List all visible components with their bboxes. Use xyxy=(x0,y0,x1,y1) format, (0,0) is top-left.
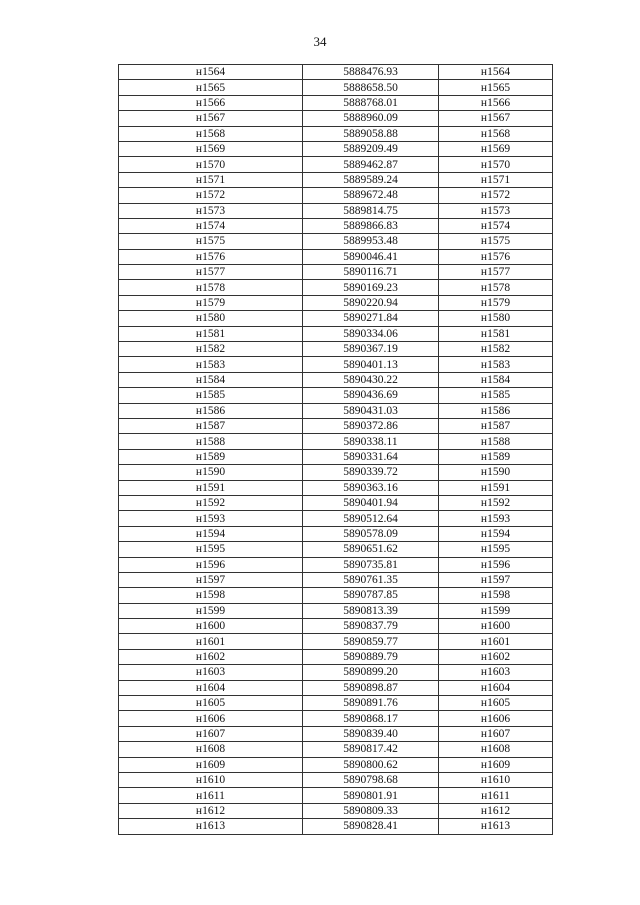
coordinate-cell: 5890809.33 xyxy=(303,803,439,818)
coordinate-cell: 5890898.87 xyxy=(303,680,439,695)
table-row xyxy=(119,480,553,495)
table-row xyxy=(119,388,553,403)
table-row xyxy=(119,542,553,557)
coordinate-cell: 5890401.13 xyxy=(303,357,439,372)
point-id-cell: н1584 xyxy=(119,372,303,387)
point-id-cell: н1570 xyxy=(119,157,303,172)
table-row xyxy=(119,326,553,341)
coordinate-cell: 5888960.09 xyxy=(303,111,439,126)
table-row xyxy=(119,65,553,80)
coordinate-cell: 5890800.62 xyxy=(303,757,439,772)
point-id-cell: н1599 xyxy=(119,603,303,618)
coordinate-cell: 5890338.11 xyxy=(303,434,439,449)
coordinates-table xyxy=(118,64,553,835)
point-id-cell: н1613 xyxy=(119,819,303,834)
point-id-repeat-cell: н1610 xyxy=(439,772,553,787)
point-id-repeat-cell: н1607 xyxy=(439,726,553,741)
point-id-repeat-cell: н1571 xyxy=(439,172,553,187)
point-id-cell: н1596 xyxy=(119,557,303,572)
table-row xyxy=(119,772,553,787)
point-id-repeat-cell: н1603 xyxy=(439,665,553,680)
coordinate-cell: 5888476.93 xyxy=(303,65,439,80)
coordinate-cell: 5890837.79 xyxy=(303,619,439,634)
point-id-repeat-cell: н1585 xyxy=(439,388,553,403)
point-id-cell: н1588 xyxy=(119,434,303,449)
point-id-cell: н1583 xyxy=(119,357,303,372)
point-id-repeat-cell: н1604 xyxy=(439,680,553,695)
point-id-repeat-cell: н1613 xyxy=(439,819,553,834)
coordinate-cell: 5889672.48 xyxy=(303,188,439,203)
coordinate-cell: 5889209.49 xyxy=(303,141,439,156)
table-row xyxy=(119,819,553,834)
point-id-cell: н1576 xyxy=(119,249,303,264)
coordinate-cell: 5890169.23 xyxy=(303,280,439,295)
coordinate-cell: 5890046.41 xyxy=(303,249,439,264)
point-id-cell: н1573 xyxy=(119,203,303,218)
point-id-repeat-cell: н1592 xyxy=(439,495,553,510)
point-id-cell: н1589 xyxy=(119,449,303,464)
coordinate-cell: 5890331.64 xyxy=(303,449,439,464)
table-row xyxy=(119,588,553,603)
table-row xyxy=(119,311,553,326)
point-id-cell: н1567 xyxy=(119,111,303,126)
coordinate-cell: 5890651.62 xyxy=(303,542,439,557)
point-id-cell: н1604 xyxy=(119,680,303,695)
point-id-repeat-cell: н1608 xyxy=(439,742,553,757)
point-id-repeat-cell: н1570 xyxy=(439,157,553,172)
point-id-cell: н1577 xyxy=(119,265,303,280)
point-id-cell: н1574 xyxy=(119,218,303,233)
point-id-repeat-cell: н1593 xyxy=(439,511,553,526)
point-id-repeat-cell: н1587 xyxy=(439,418,553,433)
point-id-cell: н1603 xyxy=(119,665,303,680)
table-row xyxy=(119,295,553,310)
coordinate-cell: 5890116.71 xyxy=(303,265,439,280)
coordinate-cell: 5890334.06 xyxy=(303,326,439,341)
table-row xyxy=(119,680,553,695)
point-id-cell: н1609 xyxy=(119,757,303,772)
table-row xyxy=(119,249,553,264)
coordinate-cell: 5889589.24 xyxy=(303,172,439,187)
table-row xyxy=(119,172,553,187)
point-id-cell: н1591 xyxy=(119,480,303,495)
point-id-cell: н1597 xyxy=(119,572,303,587)
point-id-cell: н1592 xyxy=(119,495,303,510)
coordinate-cell: 5890339.72 xyxy=(303,465,439,480)
point-id-cell: н1607 xyxy=(119,726,303,741)
point-id-cell: н1595 xyxy=(119,542,303,557)
point-id-repeat-cell: н1611 xyxy=(439,788,553,803)
table-row xyxy=(119,157,553,172)
table-row xyxy=(119,234,553,249)
point-id-cell: н1594 xyxy=(119,526,303,541)
table-row xyxy=(119,111,553,126)
coordinate-cell: 5890431.03 xyxy=(303,403,439,418)
point-id-repeat-cell: н1574 xyxy=(439,218,553,233)
point-id-repeat-cell: н1589 xyxy=(439,449,553,464)
table-row xyxy=(119,80,553,95)
coordinate-cell: 5890899.20 xyxy=(303,665,439,680)
table-row xyxy=(119,403,553,418)
coordinate-cell: 5889814.75 xyxy=(303,203,439,218)
point-id-repeat-cell: н1566 xyxy=(439,95,553,110)
table-row xyxy=(119,649,553,664)
point-id-repeat-cell: н1586 xyxy=(439,403,553,418)
point-id-cell: н1585 xyxy=(119,388,303,403)
coordinate-cell: 5890891.76 xyxy=(303,696,439,711)
table-row xyxy=(119,557,553,572)
point-id-cell: н1601 xyxy=(119,634,303,649)
point-id-cell: н1611 xyxy=(119,788,303,803)
table-row xyxy=(119,465,553,480)
point-id-cell: н1600 xyxy=(119,619,303,634)
coordinate-cell: 5890859.77 xyxy=(303,634,439,649)
coordinate-cell: 5890372.86 xyxy=(303,418,439,433)
point-id-repeat-cell: н1595 xyxy=(439,542,553,557)
coordinate-cell: 5890889.79 xyxy=(303,649,439,664)
point-id-repeat-cell: н1602 xyxy=(439,649,553,664)
point-id-repeat-cell: н1596 xyxy=(439,557,553,572)
coordinate-cell: 5890813.39 xyxy=(303,603,439,618)
table-row xyxy=(119,572,553,587)
table-row xyxy=(119,726,553,741)
table-row xyxy=(119,757,553,772)
point-id-cell: н1565 xyxy=(119,80,303,95)
coordinate-cell: 5890271.84 xyxy=(303,311,439,326)
table-row xyxy=(119,803,553,818)
point-id-repeat-cell: н1565 xyxy=(439,80,553,95)
point-id-cell: н1566 xyxy=(119,95,303,110)
point-id-cell: н1612 xyxy=(119,803,303,818)
coordinate-cell: 5890801.91 xyxy=(303,788,439,803)
point-id-repeat-cell: н1598 xyxy=(439,588,553,603)
coordinate-cell: 5890436.69 xyxy=(303,388,439,403)
coordinate-cell: 5890363.16 xyxy=(303,480,439,495)
table-row xyxy=(119,141,553,156)
table-row xyxy=(119,495,553,510)
point-id-cell: н1587 xyxy=(119,418,303,433)
point-id-repeat-cell: н1600 xyxy=(439,619,553,634)
point-id-repeat-cell: н1581 xyxy=(439,326,553,341)
point-id-cell: н1569 xyxy=(119,141,303,156)
point-id-repeat-cell: н1612 xyxy=(439,803,553,818)
table-row xyxy=(119,511,553,526)
point-id-repeat-cell: н1583 xyxy=(439,357,553,372)
table-row xyxy=(119,203,553,218)
coordinate-cell: 5890578.09 xyxy=(303,526,439,541)
coordinate-cell: 5888658.50 xyxy=(303,80,439,95)
point-id-cell: н1575 xyxy=(119,234,303,249)
point-id-repeat-cell: н1597 xyxy=(439,572,553,587)
point-id-cell: н1602 xyxy=(119,649,303,664)
table-row xyxy=(119,788,553,803)
point-id-repeat-cell: н1584 xyxy=(439,372,553,387)
point-id-cell: н1568 xyxy=(119,126,303,141)
point-id-repeat-cell: н1605 xyxy=(439,696,553,711)
point-id-cell: н1581 xyxy=(119,326,303,341)
point-id-cell: н1590 xyxy=(119,465,303,480)
table-row xyxy=(119,711,553,726)
point-id-repeat-cell: н1572 xyxy=(439,188,553,203)
coordinate-cell: 5890828.41 xyxy=(303,819,439,834)
page-number: 34 xyxy=(313,34,327,49)
point-id-cell: н1571 xyxy=(119,172,303,187)
point-id-cell: н1578 xyxy=(119,280,303,295)
coordinates-table-body xyxy=(119,65,553,835)
point-id-cell: н1593 xyxy=(119,511,303,526)
point-id-repeat-cell: н1577 xyxy=(439,265,553,280)
point-id-cell: н1579 xyxy=(119,295,303,310)
point-id-repeat-cell: н1578 xyxy=(439,280,553,295)
coordinate-cell: 5890839.40 xyxy=(303,726,439,741)
point-id-repeat-cell: н1606 xyxy=(439,711,553,726)
table-row xyxy=(119,696,553,711)
coordinate-cell: 5890761.35 xyxy=(303,572,439,587)
table-row xyxy=(119,372,553,387)
point-id-repeat-cell: н1567 xyxy=(439,111,553,126)
point-id-repeat-cell: н1568 xyxy=(439,126,553,141)
table-row xyxy=(119,526,553,541)
coordinate-cell: 5889953.48 xyxy=(303,234,439,249)
coordinate-cell: 5888768.01 xyxy=(303,95,439,110)
point-id-repeat-cell: н1594 xyxy=(439,526,553,541)
point-id-cell: н1606 xyxy=(119,711,303,726)
table-row xyxy=(119,218,553,233)
table-row xyxy=(119,449,553,464)
point-id-cell: н1605 xyxy=(119,696,303,711)
table-row xyxy=(119,265,553,280)
point-id-repeat-cell: н1573 xyxy=(439,203,553,218)
table-row xyxy=(119,126,553,141)
table-row xyxy=(119,418,553,433)
point-id-cell: н1608 xyxy=(119,742,303,757)
point-id-repeat-cell: н1579 xyxy=(439,295,553,310)
point-id-cell: н1572 xyxy=(119,188,303,203)
table-row xyxy=(119,619,553,634)
point-id-repeat-cell: н1590 xyxy=(439,465,553,480)
coordinate-cell: 5890430.22 xyxy=(303,372,439,387)
coordinate-cell: 5890817.42 xyxy=(303,742,439,757)
table-row xyxy=(119,665,553,680)
point-id-repeat-cell: н1591 xyxy=(439,480,553,495)
point-id-repeat-cell: н1569 xyxy=(439,141,553,156)
coordinate-cell: 5890401.94 xyxy=(303,495,439,510)
table-row xyxy=(119,742,553,757)
table-row xyxy=(119,280,553,295)
point-id-repeat-cell: н1582 xyxy=(439,342,553,357)
point-id-repeat-cell: н1601 xyxy=(439,634,553,649)
point-id-repeat-cell: н1580 xyxy=(439,311,553,326)
point-id-repeat-cell: н1609 xyxy=(439,757,553,772)
coordinate-cell: 5890868.17 xyxy=(303,711,439,726)
table-row xyxy=(119,188,553,203)
coordinate-cell: 5890787.85 xyxy=(303,588,439,603)
table-row xyxy=(119,634,553,649)
coordinate-cell: 5890798.68 xyxy=(303,772,439,787)
point-id-repeat-cell: н1599 xyxy=(439,603,553,618)
point-id-cell: н1610 xyxy=(119,772,303,787)
table-row xyxy=(119,357,553,372)
point-id-repeat-cell: н1576 xyxy=(439,249,553,264)
coordinate-cell: 5889866.83 xyxy=(303,218,439,233)
point-id-cell: н1564 xyxy=(119,65,303,80)
point-id-repeat-cell: н1575 xyxy=(439,234,553,249)
coordinate-cell: 5890220.94 xyxy=(303,295,439,310)
coordinate-cell: 5890512.64 xyxy=(303,511,439,526)
point-id-repeat-cell: н1588 xyxy=(439,434,553,449)
table-row xyxy=(119,603,553,618)
point-id-cell: н1586 xyxy=(119,403,303,418)
table-row xyxy=(119,95,553,110)
coordinate-cell: 5889058.88 xyxy=(303,126,439,141)
table-row xyxy=(119,434,553,449)
point-id-cell: н1582 xyxy=(119,342,303,357)
point-id-cell: н1580 xyxy=(119,311,303,326)
table-row xyxy=(119,342,553,357)
coordinate-cell: 5890735.81 xyxy=(303,557,439,572)
coordinate-cell: 5890367.19 xyxy=(303,342,439,357)
coordinate-cell: 5889462.87 xyxy=(303,157,439,172)
point-id-cell: н1598 xyxy=(119,588,303,603)
point-id-repeat-cell: н1564 xyxy=(439,65,553,80)
